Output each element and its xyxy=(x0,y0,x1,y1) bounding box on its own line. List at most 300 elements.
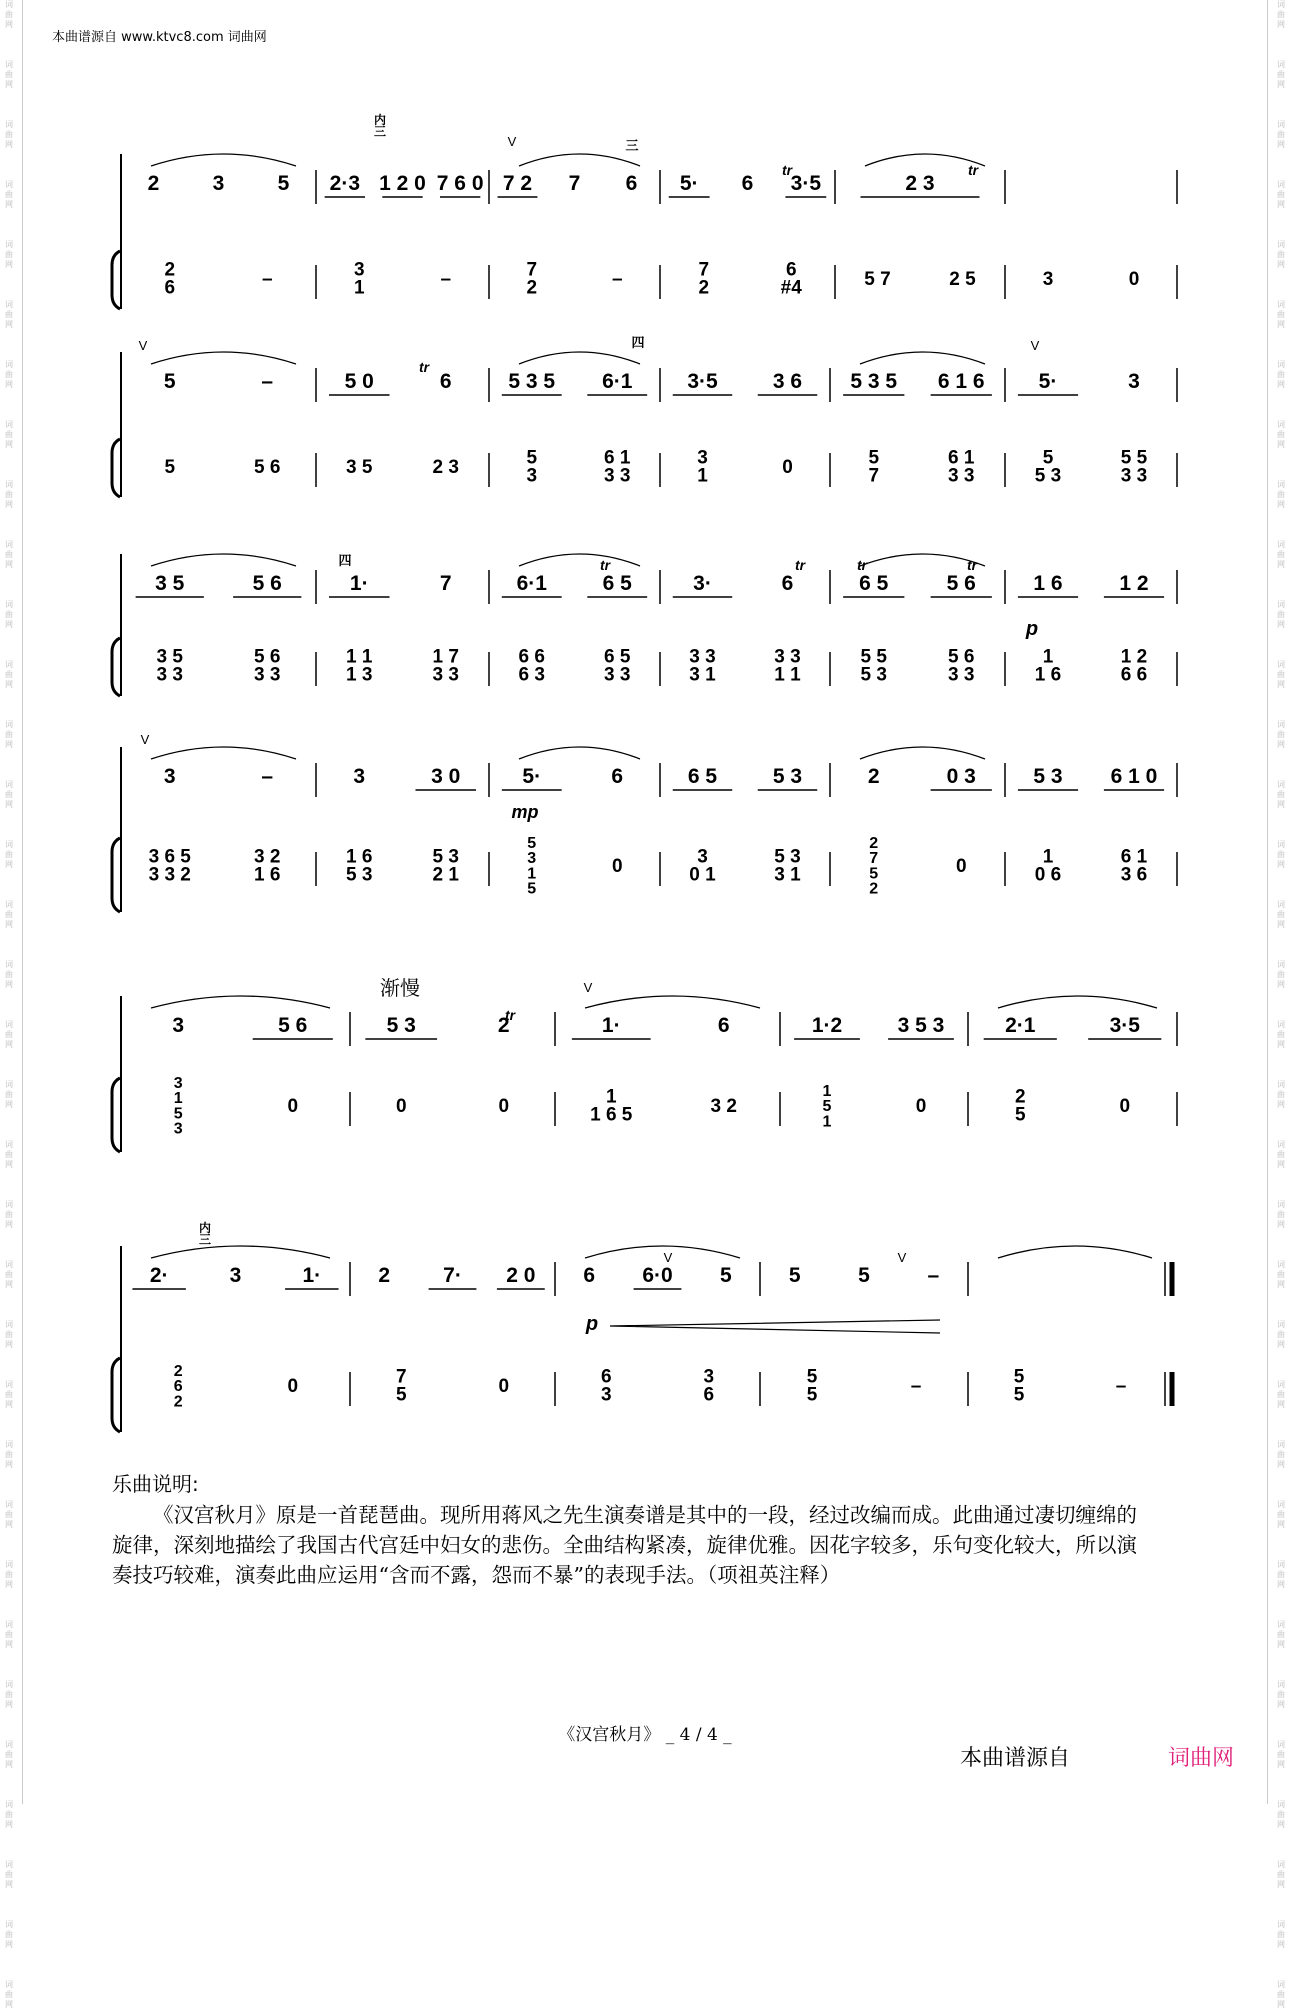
accompaniment-note-group xyxy=(354,260,365,299)
accompaniment-note: 6 xyxy=(173,1378,183,1396)
melody-note-group xyxy=(789,1264,801,1287)
watermark-text: 词 曲 网 xyxy=(5,1320,13,1349)
melody-note-group xyxy=(859,572,889,595)
accompaniment-note: 1 xyxy=(353,277,365,299)
breath-mark-group xyxy=(141,732,150,747)
melody-note-group xyxy=(253,572,282,595)
accompaniment-note-group xyxy=(254,647,280,686)
watermark-text: 词 曲 网 xyxy=(5,660,13,689)
accompaniment-note-group xyxy=(287,1096,298,1117)
accompaniment-note-group xyxy=(440,269,451,290)
slur xyxy=(860,352,985,364)
accompaniment-note-group xyxy=(346,847,372,886)
melody-note: 5 3 5 xyxy=(850,370,898,393)
watermark-text: 词 曲 网 xyxy=(1277,1860,1285,1889)
accompaniment-note: 5 xyxy=(1013,1384,1025,1406)
accompaniment-note: 2 xyxy=(869,835,879,852)
accompaniment-note: 0 xyxy=(498,1376,510,1397)
melody-note-group xyxy=(148,172,160,195)
melody-note: 0 3 xyxy=(946,765,976,788)
watermark-text: 词 曲 网 xyxy=(1277,1080,1285,1109)
accompaniment-brace xyxy=(112,439,120,497)
watermark-text: 词 曲 网 xyxy=(1277,360,1285,389)
melody-note-group xyxy=(172,1014,184,1037)
melody-note: 3 xyxy=(163,765,176,788)
melody-note: 2 xyxy=(147,172,160,195)
accompaniment-note: 5 xyxy=(164,457,176,478)
accompaniment-note: 3 xyxy=(353,259,365,281)
breath-mark: V xyxy=(507,134,517,149)
slur xyxy=(151,554,296,566)
melody-note-group xyxy=(350,572,369,595)
melody-note-group xyxy=(261,370,273,393)
melody-note: 5· xyxy=(1038,370,1058,393)
watermark-text: 词 曲 网 xyxy=(5,1560,13,1589)
watermark-text: 词 曲 网 xyxy=(5,1980,13,2009)
finger-mark-si-group xyxy=(631,335,644,350)
melody-note: 6 1 0 xyxy=(1110,765,1158,788)
accompaniment-note: 6 1 xyxy=(604,447,631,469)
melody-note-group xyxy=(603,572,633,595)
melody-note-group xyxy=(150,1264,169,1287)
accompaniment-note: 0 xyxy=(1128,269,1140,290)
melody-note-group xyxy=(387,1014,416,1037)
watermark-text: 词 曲 网 xyxy=(5,300,13,329)
melody-note: 1· xyxy=(302,1264,322,1287)
accompaniment-note: 2 3 xyxy=(432,457,459,478)
dynamic-mp: mp xyxy=(511,802,539,822)
accompaniment-note: 0 xyxy=(498,1096,510,1117)
watermark-text: 词 曲 网 xyxy=(1277,840,1285,869)
accompaniment-note-group xyxy=(287,1376,298,1397)
accompaniment-note-group xyxy=(174,1075,183,1138)
accompaniment-note-group xyxy=(1035,847,1061,886)
melody-note-group xyxy=(261,765,273,788)
accompaniment-note-group xyxy=(498,1376,509,1397)
accompaniment-note: 0 xyxy=(782,457,793,478)
melody-note: 2 0 xyxy=(506,1264,536,1287)
accompaniment-note-group xyxy=(782,457,793,478)
melody-note-group xyxy=(164,765,176,788)
melody-note: 3 6 xyxy=(772,370,803,393)
accompaniment-note-group xyxy=(526,260,537,299)
finger-mark-nei-san-group xyxy=(374,112,386,138)
accompaniment-note: 1 1 xyxy=(346,646,373,668)
accompaniment-note: 2 xyxy=(698,277,710,299)
melody-note: – xyxy=(261,370,274,393)
accompaniment-note-group xyxy=(346,647,373,686)
finger-mark-si-group xyxy=(338,553,351,568)
melody-note: 5 xyxy=(858,1264,870,1287)
accompaniment-note: 3 3 xyxy=(689,646,716,668)
footer-brand-link[interactable]: 词曲网 xyxy=(1167,1746,1234,1771)
accompaniment-note: 0 xyxy=(287,1096,299,1117)
trill-mark-group xyxy=(419,359,431,375)
accompaniment-note-group xyxy=(774,847,801,886)
slur xyxy=(585,996,760,1008)
accompaniment-note: 5 xyxy=(1014,1104,1026,1126)
accompaniment-note: 5 6 xyxy=(254,457,281,478)
accompaniment-note: 5 xyxy=(806,1384,818,1406)
melody-note-group xyxy=(213,172,225,195)
melody-note: 5 3 xyxy=(1033,765,1063,788)
accompaniment-brace xyxy=(112,1078,120,1152)
accompaniment-note: 6 5 xyxy=(604,646,631,668)
breath-mark: V xyxy=(140,732,150,747)
watermark-text: 词 曲 网 xyxy=(5,360,13,389)
accompaniment-note: 1 xyxy=(1042,846,1054,868)
accompaniment-note-group xyxy=(781,260,803,299)
accompaniment-note: 3 xyxy=(526,465,538,487)
accompaniment-note: 1 3 xyxy=(346,664,373,686)
accompaniment-note-group xyxy=(601,1367,612,1406)
melody-note-group xyxy=(503,172,532,195)
melody-note-group xyxy=(517,572,548,595)
accompaniment-note: 5 7 xyxy=(864,269,891,290)
slur xyxy=(151,1246,330,1258)
trill-mark: tr xyxy=(599,557,611,573)
accompaniment-note: 6 6 xyxy=(518,646,545,668)
accompaniment-note: 1 6 xyxy=(346,846,373,868)
accompaniment-note: 1 xyxy=(697,465,708,487)
accompaniment-note: 0 xyxy=(955,856,967,877)
dynamic-p-group xyxy=(585,1313,598,1335)
melody-note-group xyxy=(1033,572,1062,595)
melody-note-group xyxy=(602,1014,621,1037)
accompaniment-note: 5 xyxy=(173,1105,183,1123)
watermark-text: 词 曲 网 xyxy=(1277,0,1285,29)
melody-note-group xyxy=(164,370,176,393)
accompaniment-note-group xyxy=(1116,1376,1127,1397)
accompaniment-note-group xyxy=(164,260,175,299)
watermark-text: 词 曲 网 xyxy=(5,1440,13,1469)
watermark-text: 词 曲 网 xyxy=(5,60,13,89)
melody-note-group xyxy=(898,1014,945,1037)
accompaniment-note-group xyxy=(948,647,974,686)
melody-note-group xyxy=(742,172,754,195)
accompaniment-note-group xyxy=(590,1087,633,1126)
watermark-text: 词 曲 网 xyxy=(5,720,13,749)
slur xyxy=(519,747,640,759)
accompaniment-note-group xyxy=(527,835,536,898)
finger-mark-nei-san: 内 xyxy=(373,113,387,127)
accompaniment-note: 2 5 xyxy=(949,269,976,290)
melody-note-group xyxy=(626,172,638,195)
accompaniment-note: 6 3 xyxy=(518,664,545,686)
accompaniment-note: 1 xyxy=(822,1083,832,1100)
accompaniment-note: 5 xyxy=(527,835,537,852)
accompaniment-note-group xyxy=(254,847,280,886)
melody-note: 3 xyxy=(1128,370,1140,393)
watermark-text: 词 曲 网 xyxy=(1277,240,1285,269)
accompaniment-note: 1 xyxy=(1042,646,1054,668)
trill-mark: tr xyxy=(966,557,978,573)
melody-note: 3·5 xyxy=(687,370,718,393)
accompaniment-note: 7 xyxy=(868,465,880,487)
melody-note-group xyxy=(850,370,897,393)
accompaniment-note-group xyxy=(711,1096,737,1117)
accompaniment-note: 3 2 xyxy=(710,1096,737,1117)
accompaniment-note: – xyxy=(261,269,273,290)
melody-note-group xyxy=(330,172,360,195)
accompaniment-note: 5 xyxy=(806,1366,818,1388)
accompaniment-note-group xyxy=(262,269,273,290)
accompaniment-note-group xyxy=(396,1367,407,1406)
breath-mark-group xyxy=(1031,338,1040,353)
finger-mark-si: 四 xyxy=(631,335,645,350)
accompaniment-note: 3 xyxy=(703,1366,715,1388)
melody-note-group xyxy=(773,765,802,788)
dynamic-p: p xyxy=(1025,618,1039,640)
accompaniment-note: 1 6 xyxy=(254,864,281,886)
breath-mark-group xyxy=(664,1250,673,1265)
melody-note: 2· xyxy=(149,1264,169,1287)
watermark-text: 词 曲 网 xyxy=(1277,1260,1285,1289)
melody-note: 5· xyxy=(679,172,699,195)
melody-note-group xyxy=(1039,370,1058,393)
watermark-text: 词 曲 网 xyxy=(5,1860,13,1889)
melody-note-group xyxy=(437,172,484,195)
melody-note: 3 xyxy=(172,1014,185,1037)
melody-note: 5 3 xyxy=(386,1014,416,1037)
trill-mark-group xyxy=(795,557,807,573)
accompaniment-note: 2 xyxy=(173,1363,183,1380)
melody-note: 6 5 xyxy=(687,765,718,788)
melody-note: 5 3 xyxy=(772,765,803,788)
accompaniment-brace xyxy=(112,838,120,912)
accompaniment-note: 6 xyxy=(785,259,797,281)
accompaniment-note: 1 xyxy=(173,1090,183,1108)
accompaniment-note: #4 xyxy=(780,277,802,299)
melody-note: 6·0 xyxy=(642,1264,673,1287)
accompaniment-note-group xyxy=(949,269,976,290)
accompaniment-note-group xyxy=(1035,448,1061,487)
accompaniment-note-group xyxy=(948,448,975,487)
accompaniment-note: 3 xyxy=(1042,269,1054,290)
accompaniment-note-group xyxy=(174,1363,183,1410)
accompaniment-note: 6 6 xyxy=(1120,664,1148,686)
melody-note-group xyxy=(1128,370,1140,393)
melody-note-group xyxy=(693,572,712,595)
footer-page-number: 《汉宫秋月》 _ 4 / 4 _ xyxy=(558,1725,732,1745)
melody-note-group xyxy=(1005,1014,1036,1037)
slur xyxy=(519,554,640,566)
watermark-text: 词 曲 网 xyxy=(5,240,13,269)
watermark-text: 词 曲 网 xyxy=(1277,300,1285,329)
watermark-text: 词 曲 网 xyxy=(5,600,13,629)
accompaniment-brace xyxy=(112,638,120,696)
melody-note: 2 xyxy=(867,765,880,788)
melody-note: 6 xyxy=(439,370,452,393)
melody-note-group xyxy=(687,370,718,393)
accompaniment-note: 5 6 xyxy=(254,646,281,668)
watermark-text: 词 曲 网 xyxy=(1277,180,1285,209)
melody-note: 1 6 xyxy=(1033,572,1063,595)
accompaniment-note: 5 3 xyxy=(432,846,459,868)
melody-note: 6·1 xyxy=(516,572,547,595)
melody-note: 5 xyxy=(719,1264,732,1287)
watermark-text: 词 曲 网 xyxy=(5,1080,13,1109)
accompaniment-note-group xyxy=(1121,847,1148,886)
accompaniment-note: 3 1 xyxy=(774,864,801,886)
melody-note-group xyxy=(583,1264,595,1287)
watermark-text: 词 曲 网 xyxy=(1277,120,1285,149)
accompaniment-note-group xyxy=(823,1083,832,1130)
accompaniment-note-group xyxy=(1035,647,1061,686)
accompaniment-note: 5 xyxy=(395,1384,407,1406)
melody-note-group xyxy=(569,172,581,195)
accompaniment-note: 5 3 xyxy=(774,846,801,868)
melody-note-group xyxy=(1119,572,1148,595)
trill-mark-group xyxy=(600,557,612,573)
header-site[interactable]: www.ktvc8.com xyxy=(121,30,224,45)
watermark-text: 词 曲 网 xyxy=(1277,1680,1285,1709)
slur xyxy=(585,1246,740,1258)
accompaniment-note-group xyxy=(433,457,459,478)
watermark-text: 词 曲 网 xyxy=(1277,540,1285,569)
watermark-text: 词 曲 网 xyxy=(5,480,13,509)
watermark-text: 词 曲 网 xyxy=(5,0,13,29)
accompaniment-note: 3 xyxy=(527,850,537,868)
melody-note: 7 6 0 xyxy=(436,172,484,195)
melody-note: 3 5 3 xyxy=(897,1014,945,1037)
melody-note-group xyxy=(947,765,976,788)
trill-mark-group xyxy=(968,162,980,178)
accompaniment-note-group xyxy=(861,647,888,686)
accompaniment-note: 1 1 xyxy=(774,664,801,686)
trill-mark: tr xyxy=(504,1007,516,1023)
accompaniment-note: 5 xyxy=(869,865,879,883)
accompaniment-note: 5 5 xyxy=(1120,447,1148,469)
melody-note-group xyxy=(947,572,976,595)
melody-note: 5 3 5 xyxy=(508,370,556,393)
melody-note: 3 0 xyxy=(431,765,461,788)
watermark-text: 词 曲 网 xyxy=(1277,1740,1285,1769)
header-prefix: 本曲谱源自 xyxy=(52,30,118,45)
melody-note: 5· xyxy=(522,765,542,788)
accompaniment-note: 0 6 xyxy=(1034,864,1062,886)
accompaniment-note: 3 3 xyxy=(254,664,281,686)
melody-note: – xyxy=(927,1264,940,1287)
melody-note: 1·2 xyxy=(811,1014,843,1037)
accompaniment-note-group xyxy=(1129,269,1140,290)
melody-note: 2 xyxy=(378,1264,391,1287)
accompaniment-note: 0 1 xyxy=(689,864,716,886)
watermark-text: 词 曲 网 xyxy=(5,1680,13,1709)
melody-note: 3 xyxy=(229,1264,242,1287)
melody-note-group xyxy=(1111,765,1158,788)
melody-note-group xyxy=(431,765,460,788)
accompaniment-note: 3 6 xyxy=(1120,864,1148,886)
melody-note: 1· xyxy=(349,572,369,595)
trill-mark: tr xyxy=(418,359,430,375)
melody-note: 3·5 xyxy=(790,172,822,195)
accompaniment-note: 3 3 2 xyxy=(148,864,191,886)
accompaniment-note-group xyxy=(864,269,890,290)
accompaniment-note: 3 6 5 xyxy=(148,846,191,868)
melody-note: 3· xyxy=(693,572,712,595)
notes-title: 乐曲说明: xyxy=(112,1472,199,1496)
accompaniment-note: 3 xyxy=(697,447,708,469)
accompaniment-note-group xyxy=(697,448,708,487)
watermark-text: 词 曲 网 xyxy=(1277,1440,1285,1469)
melody-note: – xyxy=(261,765,274,788)
watermark-text: 词 曲 网 xyxy=(1277,780,1285,809)
accompaniment-note-group xyxy=(916,1096,927,1117)
accompaniment-note: 5 5 xyxy=(860,646,887,668)
melody-note: 1 2 xyxy=(1119,572,1149,595)
watermark-text: 词 曲 网 xyxy=(5,1740,13,1769)
accompaniment-note-group xyxy=(157,647,184,686)
slur xyxy=(151,996,330,1008)
accompaniment-note: 3 3 xyxy=(948,465,975,487)
melody-note: 1· xyxy=(601,1014,621,1037)
accompaniment-note: 1 xyxy=(605,1086,617,1108)
accompaniment-note: 3 xyxy=(697,846,708,868)
accompaniment-note-group xyxy=(869,835,878,898)
accompaniment-note: 1 xyxy=(822,1113,832,1131)
melody-note: 7 2 xyxy=(502,172,533,195)
accompaniment-note: 2 xyxy=(164,259,176,281)
melody-note: 6 xyxy=(611,765,624,788)
watermark-text: 词 曲 网 xyxy=(5,420,13,449)
accompaniment-note: – xyxy=(611,269,623,290)
accompaniment-note-group xyxy=(164,457,175,478)
accompaniment-note: 2 1 xyxy=(432,864,459,886)
accompaniment-note: 7 xyxy=(869,850,879,868)
tempo-mark-jianman: 渐慢 xyxy=(380,978,420,1000)
melody-note-group xyxy=(440,370,452,393)
accompaniment-note-group xyxy=(1121,647,1147,686)
watermark-text: 词 曲 网 xyxy=(5,1620,13,1649)
melody-note-group xyxy=(506,1264,535,1287)
melody-note: 2·1 xyxy=(1005,1014,1036,1037)
watermark-text: 词 曲 网 xyxy=(1277,1500,1285,1529)
melody-note-group xyxy=(720,1264,732,1287)
melody-note-group xyxy=(927,1264,939,1287)
finger-mark-san: 三 xyxy=(625,138,639,153)
accompaniment-note-group xyxy=(519,647,545,686)
watermark-text: 词 曲 网 xyxy=(1277,660,1285,689)
accompaniment-note: 3 3 xyxy=(774,646,801,668)
melody-note: 5 6 xyxy=(252,572,282,595)
notes-body: 《汉宫秋月》原是一首琵琶曲。现所用蒋风之先生演奏谱是其中的一段，经过改编而成。此曲通过凄切缠绵的旋律，深刻地描绘了我国古代宫廷中妇女的悲伤。全曲结构紧凑，旋律优雅。因花字较多，乐句变化较大，所以演奏技巧较难，演奏此曲应运用“含而不露，怨而不暴”的表现手法。（项祖英注释） xyxy=(112,1503,1137,1587)
accompaniment-note: 2 xyxy=(869,880,879,898)
melody-note-group xyxy=(345,370,374,393)
slur xyxy=(860,747,985,759)
tempo-mark-jianman-group xyxy=(380,977,420,1000)
accompaniment-note-group xyxy=(604,647,631,686)
watermark-text: 词 曲 网 xyxy=(1277,1620,1285,1649)
accompaniment-note-group xyxy=(346,457,373,478)
accompaniment-note: 2 xyxy=(526,277,538,299)
accompaniment-brace xyxy=(112,1358,120,1432)
accompaniment-note-group xyxy=(956,856,967,877)
accompaniment-note-group xyxy=(254,457,280,478)
melody-note-group xyxy=(812,1014,842,1037)
accompaniment-note-group xyxy=(396,1096,407,1117)
accompaniment-note: 1 6 xyxy=(1034,664,1062,686)
header-name: 词曲网 xyxy=(227,30,267,45)
accompaniment-note: 1 2 xyxy=(1120,646,1148,668)
slur xyxy=(519,352,640,364)
accompaniment-note: 6 xyxy=(164,277,176,299)
melody-note-group xyxy=(378,1264,390,1287)
accompaniment-note: 0 xyxy=(611,856,623,877)
accompaniment-note: 1 xyxy=(527,865,537,883)
watermark-text: 词 曲 网 xyxy=(1277,60,1285,89)
watermark-text: 词 曲 网 xyxy=(1277,960,1285,989)
